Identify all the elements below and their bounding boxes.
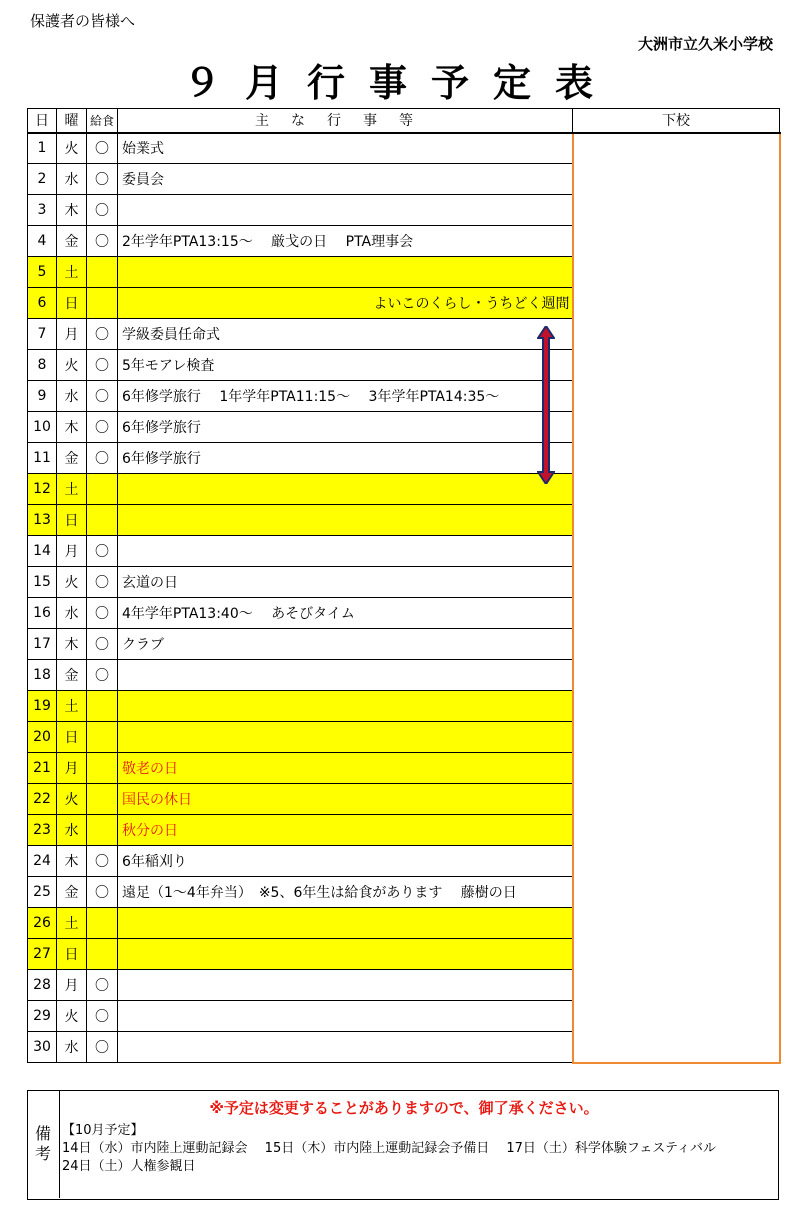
weekday-cell: 土 xyxy=(57,257,87,288)
table-header-row xyxy=(28,109,780,133)
lunch-cell xyxy=(87,722,118,753)
events-cell xyxy=(118,505,573,536)
day-cell: 23 xyxy=(28,815,57,846)
day-cell: 15 xyxy=(28,567,57,598)
weekday-cell: 金 xyxy=(57,443,87,474)
events-cell xyxy=(118,722,573,753)
weekday-cell: 月 xyxy=(57,753,87,784)
header-day: 日 xyxy=(28,109,57,133)
lunch-cell xyxy=(87,939,118,970)
lunch-cell: 〇 xyxy=(87,319,118,350)
events-cell xyxy=(118,660,573,691)
lunch-cell: 〇 xyxy=(87,164,118,195)
day-cell: 26 xyxy=(28,908,57,939)
weekday-cell: 日 xyxy=(57,939,87,970)
day-cell: 4 xyxy=(28,226,57,257)
events-cell: 秋分の日 xyxy=(118,815,573,846)
lunch-cell: 〇 xyxy=(87,877,118,908)
events-cell: 始業式 xyxy=(118,133,573,164)
day-cell: 12 xyxy=(28,474,57,505)
header-lunch: 給食 xyxy=(87,109,118,133)
events-cell: 遠足（1～4年弁当） ※5、6年生は給食があります 藤樹の日 xyxy=(118,877,573,908)
weekday-cell: 火 xyxy=(57,1001,87,1032)
lunch-cell xyxy=(87,505,118,536)
remarks-label: 備考 xyxy=(28,1091,60,1198)
events-cell: 玄道の日 xyxy=(118,567,573,598)
lunch-cell: 〇 xyxy=(87,536,118,567)
day-cell: 18 xyxy=(28,660,57,691)
weekday-cell: 日 xyxy=(57,505,87,536)
weekday-cell: 水 xyxy=(57,1032,87,1063)
day-cell: 29 xyxy=(28,1001,57,1032)
events-cell: 国民の休日 xyxy=(118,784,573,815)
day-cell: 22 xyxy=(28,784,57,815)
weekday-cell: 金 xyxy=(57,660,87,691)
day-cell: 14 xyxy=(28,536,57,567)
lunch-cell: 〇 xyxy=(87,133,118,164)
lunch-cell: 〇 xyxy=(87,629,118,660)
day-cell: 21 xyxy=(28,753,57,784)
weekday-cell: 水 xyxy=(57,598,87,629)
change-notice: ※予定は変更することがありますので、御了承ください。 xyxy=(209,1099,599,1117)
lunch-cell xyxy=(87,288,118,319)
lunch-cell xyxy=(87,691,118,722)
day-cell: 28 xyxy=(28,970,57,1001)
events-cell xyxy=(118,195,573,226)
weekday-cell: 水 xyxy=(57,381,87,412)
events-cell xyxy=(118,474,573,505)
lunch-cell: 〇 xyxy=(87,598,118,629)
weekday-cell: 火 xyxy=(57,350,87,381)
events-cell xyxy=(118,908,573,939)
events-cell xyxy=(118,970,573,1001)
lunch-cell: 〇 xyxy=(87,350,118,381)
day-cell: 27 xyxy=(28,939,57,970)
weekday-cell: 水 xyxy=(57,815,87,846)
events-cell: 6年修学旅行 xyxy=(118,443,573,474)
header-gekou: 下校 xyxy=(573,109,780,133)
events-cell: 6年修学旅行 1年学年PTA11:15～ 3年学年PTA14:35～ xyxy=(118,381,573,412)
weekday-cell: 木 xyxy=(57,195,87,226)
lunch-cell: 〇 xyxy=(87,1032,118,1063)
table-row xyxy=(28,133,780,164)
lunch-cell xyxy=(87,815,118,846)
weekday-cell: 土 xyxy=(57,691,87,722)
lunch-cell: 〇 xyxy=(87,412,118,443)
events-cell xyxy=(118,691,573,722)
day-cell: 9 xyxy=(28,381,57,412)
schedule-table xyxy=(27,108,781,1064)
day-cell: 8 xyxy=(28,350,57,381)
october-events-line2: 24日（土）人権参観日 xyxy=(62,1159,196,1174)
weekday-cell: 火 xyxy=(57,567,87,598)
lunch-cell xyxy=(87,257,118,288)
day-cell: 30 xyxy=(28,1032,57,1063)
lunch-cell xyxy=(87,753,118,784)
day-cell: 1 xyxy=(28,133,57,164)
lunch-cell: 〇 xyxy=(87,443,118,474)
events-cell: 敬老の日 xyxy=(118,753,573,784)
weekday-cell: 火 xyxy=(57,784,87,815)
weekday-cell: 月 xyxy=(57,319,87,350)
lunch-cell: 〇 xyxy=(87,381,118,412)
october-events-line1: 14日（水）市内陸上運動記録会 15日（木）市内陸上運動記録会予備日 17日（土）科学体験フェスティバル xyxy=(62,1141,716,1156)
events-cell xyxy=(118,1032,573,1063)
day-cell: 20 xyxy=(28,722,57,753)
events-cell: 4年学年PTA13:40～ あそびタイム xyxy=(118,598,573,629)
events-cell: 委員会 xyxy=(118,164,573,195)
lunch-cell xyxy=(87,474,118,505)
day-cell: 11 xyxy=(28,443,57,474)
events-cell: 6年修学旅行 xyxy=(118,412,573,443)
day-cell: 16 xyxy=(28,598,57,629)
school-name: 大洲市立久米小学校 xyxy=(637,35,773,53)
events-cell: 学級委員任命式 xyxy=(118,319,573,350)
events-cell: 6年稲刈り xyxy=(118,846,573,877)
weekday-cell: 水 xyxy=(57,164,87,195)
day-cell: 7 xyxy=(28,319,57,350)
weekday-cell: 月 xyxy=(57,536,87,567)
lunch-cell: 〇 xyxy=(87,226,118,257)
weekday-cell: 金 xyxy=(57,877,87,908)
day-cell: 24 xyxy=(28,846,57,877)
weekday-cell: 木 xyxy=(57,846,87,877)
events-cell: 5年モアレ検査 xyxy=(118,350,573,381)
events-cell xyxy=(118,939,573,970)
weekday-cell: 月 xyxy=(57,970,87,1001)
lunch-cell: 〇 xyxy=(87,970,118,1001)
weekday-cell: 日 xyxy=(57,288,87,319)
october-heading: 【10月予定】 xyxy=(62,1123,144,1138)
lunch-cell: 〇 xyxy=(87,846,118,877)
lunch-cell: 〇 xyxy=(87,660,118,691)
day-cell: 5 xyxy=(28,257,57,288)
events-cell xyxy=(118,257,573,288)
lunch-cell xyxy=(87,784,118,815)
events-cell xyxy=(118,536,573,567)
weekday-cell: 日 xyxy=(57,722,87,753)
events-cell xyxy=(118,1001,573,1032)
lunch-cell: 〇 xyxy=(87,567,118,598)
page-title: ９月行事予定表 xyxy=(182,61,617,105)
header-events: 主な行事等 xyxy=(118,109,573,133)
gekou-column xyxy=(573,133,780,1063)
remarks-section xyxy=(27,1090,779,1200)
day-cell: 25 xyxy=(28,877,57,908)
day-cell: 10 xyxy=(28,412,57,443)
day-cell: 19 xyxy=(28,691,57,722)
lunch-cell xyxy=(87,908,118,939)
day-cell: 6 xyxy=(28,288,57,319)
weekday-cell: 火 xyxy=(57,133,87,164)
weekday-cell: 木 xyxy=(57,629,87,660)
header-dow: 曜 xyxy=(57,109,87,133)
events-cell: 2年学年PTA13:15～ 厳戈の日 PTA理事会 xyxy=(118,226,573,257)
lunch-cell: 〇 xyxy=(87,195,118,226)
greeting: 保護者の皆様へ xyxy=(30,12,136,30)
weekday-cell: 土 xyxy=(57,474,87,505)
day-cell: 3 xyxy=(28,195,57,226)
lunch-cell: 〇 xyxy=(87,1001,118,1032)
events-cell: よいこのくらし・うちどく週間 xyxy=(118,288,573,319)
day-cell: 2 xyxy=(28,164,57,195)
day-cell: 13 xyxy=(28,505,57,536)
day-cell: 17 xyxy=(28,629,57,660)
weekday-cell: 金 xyxy=(57,226,87,257)
week-span-arrow-icon xyxy=(537,326,555,484)
weekday-cell: 土 xyxy=(57,908,87,939)
weekday-cell: 木 xyxy=(57,412,87,443)
events-cell: クラブ xyxy=(118,629,573,660)
